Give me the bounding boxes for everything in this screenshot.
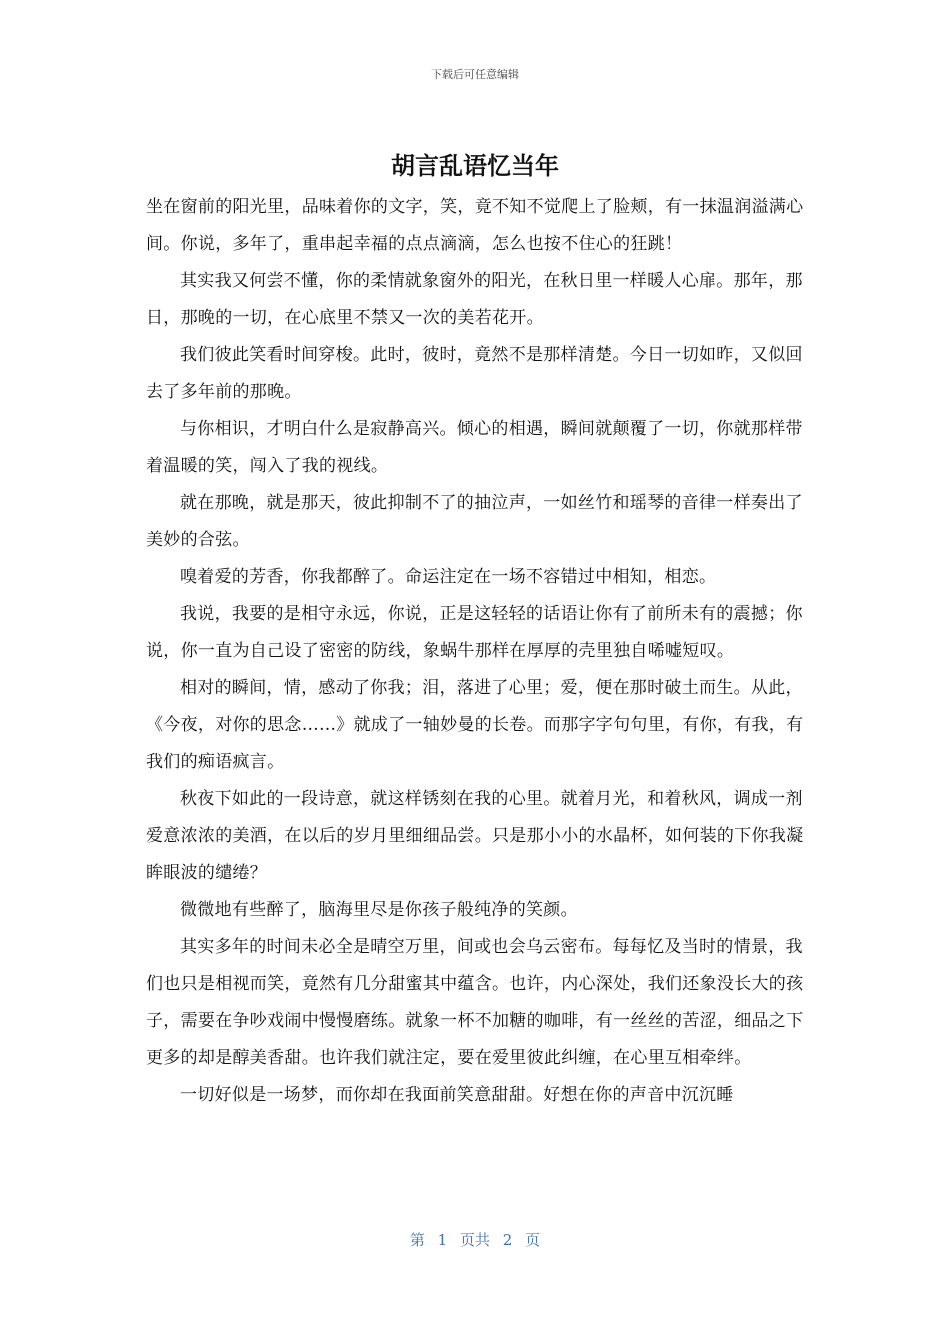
paragraph: 就在那晚，就是那天，彼此抑制不了的抽泣声，一如丝竹和瑶琴的音律一样奏出了美妙的合弦。: [146, 493, 803, 550]
paragraph: 相对的瞬间，情，感动了你我；泪，落进了心里；爱，便在那时破土而生。从此，《今夜，对你的思念……》就成了一轴妙曼的长卷。而那字字句句里，有你，有我，有我们的痴语疯言。: [146, 678, 804, 772]
page-number-footer: 第 1 页共 2 页: [409, 1231, 541, 1249]
paragraph: 其实我又何尝不懂，你的柔情就象窗外的阳光，在秋日里一样暖人心扉。那年，那日，那晚的一切，在心底里不禁又一次的美若花开。: [146, 271, 803, 328]
paragraph: 我说，我要的是相守永远，你说，正是这轻轻的话语让你有了前所未有的震撼；你说，你一直为自己设了密密的防线，象蜗牛那样在厚厚的壳里独自唏嘘短叹。: [146, 604, 803, 661]
header-note: 下载后可任意编辑: [431, 68, 519, 81]
paragraph: 一切好似是一场梦，而你却在我面前笑意甜甜。好想在你的声音中沉沉睡: [180, 1085, 734, 1105]
paragraph: 坐在窗前的阳光里，品味着你的文字，笑，竟不知不觉爬上了脸颊，有一抹温润溢满心间。你说，多年了，重串起幸福的点点滴滴，怎么也按不住心的狂跳！: [146, 197, 804, 254]
document-body: [146, 189, 810, 1114]
paragraph: 我们彼此笑看时间穿梭。此时，彼时，竟然不是那样清楚。今日一切如昨，又似回去了多年前的那晚。: [146, 345, 803, 402]
document-title: 胡言乱语忆当年: [391, 152, 559, 180]
paragraph: 嗅着爱的芳香，你我都醉了。命运注定在一场不容错过中相知，相恋。: [180, 567, 717, 587]
paragraph: 与你相识，才明白什么是寂静高兴。倾心的相遇，瞬间就颠覆了一切，你就那样带着温暖的笑，闯入了我的视线。: [146, 419, 803, 476]
paragraph: 秋夜下如此的一段诗意，就这样锈刻在我的心里。就着月光，和着秋风，调成一剂爱意浓浓的美酒，在以后的岁月里细细品尝。只是那小小的水晶杯，如何装的下你我凝眸眼波的缱绻？: [146, 789, 804, 883]
paragraph: 其实多年的时间未必全是晴空万里，间或也会乌云密布。每每忆及当时的情景，我们也只是相视而笑，竟然有几分甜蜜其中蕴含。也许，内心深处，我们还象没长大的孩子，需要在争吵戏闹中慢慢磨练。就象一杯不加糖的咖啡，有一丝丝的苦涩，细品之下更多的却是醇美香甜。也许我们就注定，要在爱里彼此纠缠，在心里互相牵绊。: [146, 937, 804, 1068]
paragraph: 微微地有些醉了，脑海里尽是你孩子般纯净的笑颜。: [180, 900, 578, 920]
